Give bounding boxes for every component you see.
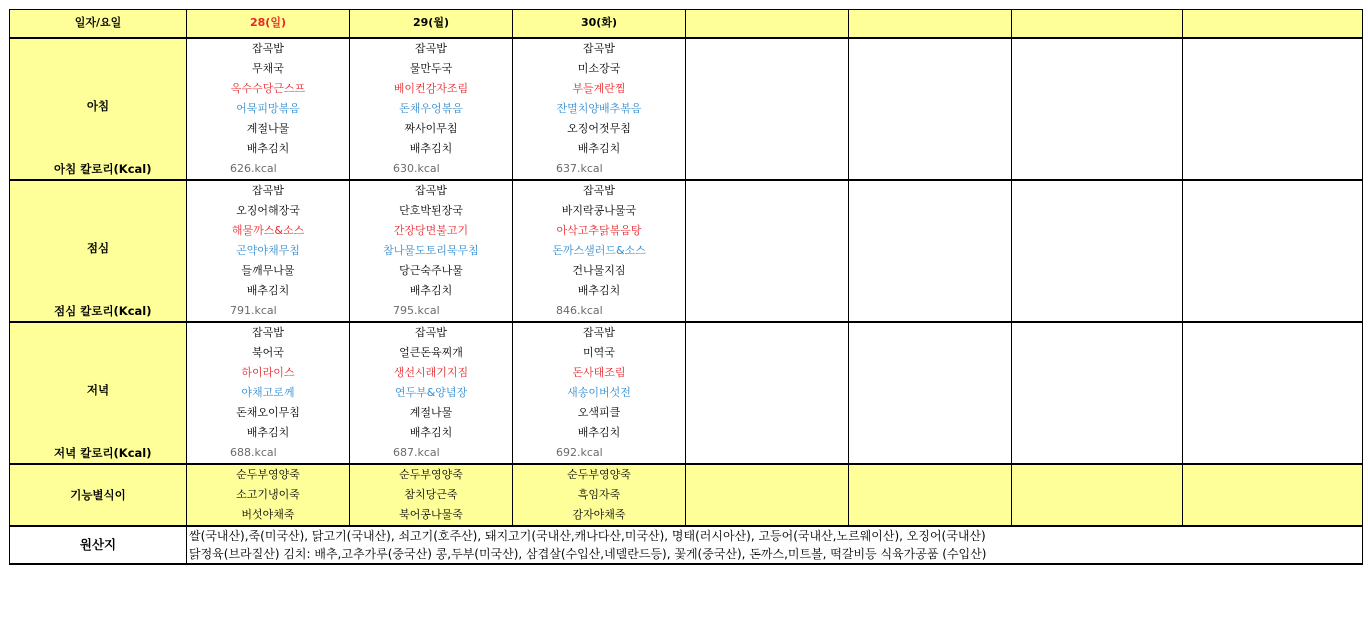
menu-item: 곤약야채무침 <box>187 241 350 261</box>
empty-cell <box>1012 79 1183 99</box>
empty-cell <box>686 343 849 363</box>
empty-cell <box>686 383 849 403</box>
menu-item: 당근숙주나물 <box>350 261 513 281</box>
origin-text-line2: 닭정육(브라질산) 김치: 배추,고추가루(중국산) 콩,두부(미국산), 삼겹살(수입산,네델란드등), 꽃게(중국산), 돈까스,미트볼, 떡갈비등 식육가공품 (수입산) <box>187 545 1363 564</box>
lunch-calorie-label: 점심 칼로리(Kcal) <box>10 301 187 322</box>
calorie-value: 637.kcal <box>513 159 686 180</box>
empty-cell <box>686 201 849 221</box>
menu-item: 북어국 <box>187 343 350 363</box>
menu-item: 아삭고추닭볶음탕 <box>513 221 686 241</box>
breakfast-calorie-label: 아침 칼로리(Kcal) <box>10 159 187 180</box>
menu-item: 무채국 <box>187 59 350 79</box>
calorie-value: 688.kcal <box>187 443 350 464</box>
empty-cell <box>1183 443 1363 464</box>
menu-item: 오색피클 <box>513 403 686 423</box>
empty-cell <box>1012 159 1183 180</box>
empty-cell <box>686 139 849 159</box>
origin-row <box>10 526 1363 545</box>
dinner-calorie-label: 저녁 칼로리(Kcal) <box>10 443 187 464</box>
empty-cell <box>1183 201 1363 221</box>
special-diet-item: 버섯야채죽 <box>187 505 350 526</box>
dinner-label: 저녁 <box>10 322 187 443</box>
empty-cell <box>1183 139 1363 159</box>
menu-item: 잡곡밥 <box>350 180 513 201</box>
lunch-row <box>10 241 1363 261</box>
breakfast-row <box>10 59 1363 79</box>
empty-cell <box>849 201 1012 221</box>
empty-cell <box>1012 201 1183 221</box>
empty-cell <box>1183 159 1363 180</box>
empty-cell <box>1012 322 1183 343</box>
breakfast-row <box>10 38 1363 59</box>
menu-item: 야채고로께 <box>187 383 350 403</box>
empty-cell <box>1183 10 1363 38</box>
empty-cell <box>1183 301 1363 322</box>
empty-cell <box>686 221 849 241</box>
empty-cell <box>1183 180 1363 201</box>
menu-item: 어묵피망볶음 <box>187 99 350 119</box>
menu-item: 건나물지짐 <box>513 261 686 281</box>
menu-item: 잡곡밥 <box>513 38 686 59</box>
empty-cell <box>849 403 1012 423</box>
special-diet-item: 감자야채죽 <box>513 505 686 526</box>
menu-item: 짜사이무침 <box>350 119 513 139</box>
dinner-row <box>10 343 1363 363</box>
lunch-calorie-row <box>10 301 1363 322</box>
dinner-row <box>10 403 1363 423</box>
empty-cell <box>1183 423 1363 443</box>
dinner-row <box>10 322 1363 343</box>
empty-cell <box>1183 363 1363 383</box>
empty-cell <box>686 322 849 343</box>
menu-item: 오징어해장국 <box>187 201 350 221</box>
menu-item: 하이라이스 <box>187 363 350 383</box>
empty-cell <box>1183 99 1363 119</box>
menu-item: 배추김치 <box>187 423 350 443</box>
empty-cell <box>1012 221 1183 241</box>
empty-cell <box>686 301 849 322</box>
menu-item: 간장당면불고기 <box>350 221 513 241</box>
empty-cell <box>849 99 1012 119</box>
empty-cell <box>1012 261 1183 281</box>
calorie-value: 846.kcal <box>513 301 686 322</box>
menu-item: 돈채오이무침 <box>187 403 350 423</box>
menu-item: 잡곡밥 <box>350 322 513 343</box>
empty-cell <box>686 99 849 119</box>
special-diet-label: 기능별식이 <box>10 464 187 526</box>
empty-cell <box>849 261 1012 281</box>
empty-cell <box>1012 180 1183 201</box>
menu-item: 베이컨감자조림 <box>350 79 513 99</box>
empty-cell <box>1183 403 1363 423</box>
menu-item: 옥수수당근스프 <box>187 79 350 99</box>
empty-cell <box>1183 261 1363 281</box>
special-diet-item: 순두부영양죽 <box>350 464 513 485</box>
empty-cell <box>686 59 849 79</box>
empty-cell <box>1012 139 1183 159</box>
breakfast-row <box>10 99 1363 119</box>
empty-cell <box>849 159 1012 180</box>
empty-cell <box>1183 38 1363 59</box>
lunch-row <box>10 180 1363 201</box>
empty-cell <box>849 343 1012 363</box>
special-diet-item: 순두부영양죽 <box>187 464 350 485</box>
dinner-row <box>10 363 1363 383</box>
empty-cell <box>1183 505 1363 526</box>
special-diet-row <box>10 464 1363 485</box>
menu-item: 잔멸치양배추볶음 <box>513 99 686 119</box>
menu-item: 잡곡밥 <box>187 322 350 343</box>
empty-cell <box>849 505 1012 526</box>
menu-item: 배추김치 <box>350 281 513 301</box>
empty-cell <box>1012 443 1183 464</box>
empty-cell <box>849 281 1012 301</box>
special-diet-item: 북어콩나물죽 <box>350 505 513 526</box>
empty-cell <box>849 322 1012 343</box>
empty-cell <box>1012 363 1183 383</box>
empty-cell <box>686 10 849 38</box>
empty-cell <box>686 241 849 261</box>
menu-item: 오징어젓무침 <box>513 119 686 139</box>
menu-item: 참나물도토리묵무침 <box>350 241 513 261</box>
empty-cell <box>1012 301 1183 322</box>
empty-cell <box>849 383 1012 403</box>
breakfast-row <box>10 139 1363 159</box>
empty-cell <box>1012 59 1183 79</box>
menu-item: 얼큰돈육찌개 <box>350 343 513 363</box>
empty-cell <box>1183 59 1363 79</box>
menu-item: 새송이버섯전 <box>513 383 686 403</box>
empty-cell <box>849 139 1012 159</box>
empty-cell <box>1012 423 1183 443</box>
menu-item: 배추김치 <box>350 139 513 159</box>
menu-item: 계절나물 <box>350 403 513 423</box>
calorie-value: 687.kcal <box>350 443 513 464</box>
empty-cell <box>849 10 1012 38</box>
empty-cell <box>1012 485 1183 505</box>
breakfast-calorie-row <box>10 159 1363 180</box>
menu-item: 배추김치 <box>513 423 686 443</box>
empty-cell <box>686 423 849 443</box>
menu-item: 바지락콩나물국 <box>513 201 686 221</box>
empty-cell <box>686 505 849 526</box>
special-diet-item: 참치당근죽 <box>350 485 513 505</box>
lunch-label: 점심 <box>10 180 187 301</box>
menu-item: 잡곡밥 <box>350 38 513 59</box>
empty-cell <box>1183 322 1363 343</box>
empty-cell <box>686 261 849 281</box>
empty-cell <box>1183 485 1363 505</box>
menu-item: 돈채우엉볶음 <box>350 99 513 119</box>
special-diet-row <box>10 485 1363 505</box>
empty-cell <box>686 443 849 464</box>
menu-item: 미소장국 <box>513 59 686 79</box>
empty-cell <box>1183 343 1363 363</box>
menu-item: 잡곡밥 <box>187 180 350 201</box>
empty-cell <box>849 59 1012 79</box>
empty-cell <box>1012 99 1183 119</box>
empty-cell <box>686 485 849 505</box>
menu-item: 돈까스샐러드&소스 <box>513 241 686 261</box>
dinner-row <box>10 423 1363 443</box>
breakfast-row <box>10 79 1363 99</box>
menu-item: 계절나물 <box>187 119 350 139</box>
empty-cell <box>1012 241 1183 261</box>
menu-item: 해물까스&소스 <box>187 221 350 241</box>
empty-cell <box>686 38 849 59</box>
empty-cell <box>849 464 1012 485</box>
empty-cell <box>849 443 1012 464</box>
empty-cell <box>1183 119 1363 139</box>
empty-cell <box>1183 241 1363 261</box>
empty-cell <box>686 363 849 383</box>
menu-item: 물만두국 <box>350 59 513 79</box>
menu-item: 연두부&양념장 <box>350 383 513 403</box>
calorie-value: 795.kcal <box>350 301 513 322</box>
menu-item: 배추김치 <box>187 281 350 301</box>
empty-cell <box>686 403 849 423</box>
calorie-value: 692.kcal <box>513 443 686 464</box>
empty-cell <box>1012 403 1183 423</box>
empty-cell <box>1012 383 1183 403</box>
lunch-row <box>10 281 1363 301</box>
empty-cell <box>686 464 849 485</box>
empty-cell <box>1183 79 1363 99</box>
menu-item: 미역국 <box>513 343 686 363</box>
menu-item: 배추김치 <box>513 139 686 159</box>
empty-cell <box>1012 281 1183 301</box>
special-diet-item: 소고기냉이죽 <box>187 485 350 505</box>
day-header: 29(월) <box>350 10 513 38</box>
empty-cell <box>849 241 1012 261</box>
menu-item: 배추김치 <box>513 281 686 301</box>
empty-cell <box>686 159 849 180</box>
empty-cell <box>1012 119 1183 139</box>
origin-label: 원산지 <box>10 526 187 564</box>
dinner-row <box>10 383 1363 403</box>
empty-cell <box>849 180 1012 201</box>
empty-cell <box>849 38 1012 59</box>
calorie-value: 791.kcal <box>187 301 350 322</box>
empty-cell <box>1183 281 1363 301</box>
empty-cell <box>1012 38 1183 59</box>
empty-cell <box>1183 464 1363 485</box>
date-day-header: 일자/요일 <box>10 10 187 38</box>
breakfast-label: 아침 <box>10 38 187 159</box>
empty-cell <box>686 79 849 99</box>
calorie-value: 630.kcal <box>350 159 513 180</box>
menu-item: 배추김치 <box>350 423 513 443</box>
empty-cell <box>849 423 1012 443</box>
empty-cell <box>849 301 1012 322</box>
calorie-value: 626.kcal <box>187 159 350 180</box>
empty-cell <box>849 485 1012 505</box>
empty-cell <box>1012 464 1183 485</box>
header-row <box>10 10 1363 38</box>
lunch-row <box>10 261 1363 281</box>
empty-cell <box>849 119 1012 139</box>
lunch-row <box>10 201 1363 221</box>
empty-cell <box>686 180 849 201</box>
empty-cell <box>1183 383 1363 403</box>
empty-cell <box>1012 505 1183 526</box>
menu-item: 배추김치 <box>187 139 350 159</box>
menu-item: 잡곡밥 <box>187 38 350 59</box>
empty-cell <box>1012 10 1183 38</box>
menu-item: 들깨무나물 <box>187 261 350 281</box>
empty-cell <box>849 363 1012 383</box>
day-header: 30(화) <box>513 10 686 38</box>
menu-item: 돈사태조림 <box>513 363 686 383</box>
empty-cell <box>686 119 849 139</box>
menu-item: 단호박된장국 <box>350 201 513 221</box>
breakfast-row <box>10 119 1363 139</box>
origin-row <box>10 545 1363 564</box>
menu-item: 잡곡밥 <box>513 180 686 201</box>
menu-item: 부들계란찜 <box>513 79 686 99</box>
lunch-row <box>10 221 1363 241</box>
origin-text-line1: 쌀(국내산),죽(미국산), 닭고기(국내산), 쇠고기(호주산), 돼지고기(국내산,캐나다산,미국산), 명태(러시아산), 고등어(국내산,노르웨이산), 오징어(국내산) <box>187 526 1363 545</box>
dinner-calorie-row <box>10 443 1363 464</box>
special-diet-row <box>10 505 1363 526</box>
empty-cell <box>849 221 1012 241</box>
special-diet-item: 순두부영양죽 <box>513 464 686 485</box>
empty-cell <box>1183 221 1363 241</box>
special-diet-item: 흑임자죽 <box>513 485 686 505</box>
menu-item: 잡곡밥 <box>513 322 686 343</box>
menu-item: 생선시래기지짐 <box>350 363 513 383</box>
empty-cell <box>849 79 1012 99</box>
day-header: 28(일) <box>187 10 350 38</box>
empty-cell <box>686 281 849 301</box>
empty-cell <box>1012 343 1183 363</box>
menu-table <box>9 9 1363 565</box>
